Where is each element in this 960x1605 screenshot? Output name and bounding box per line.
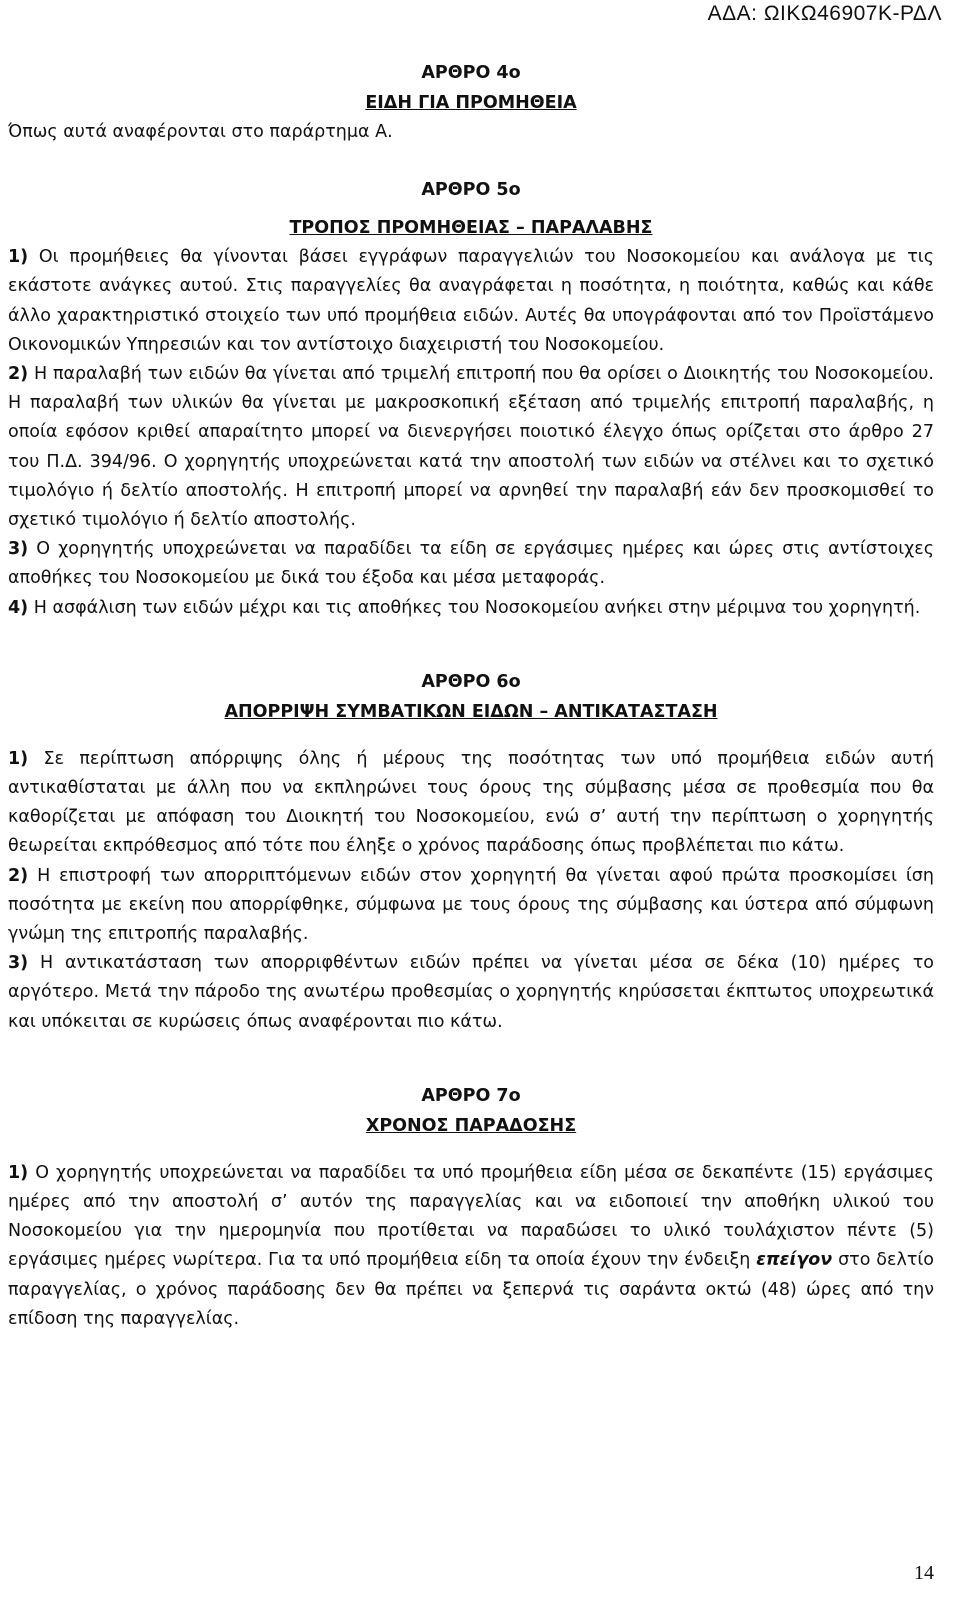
article-7-subtitle: ΧΡΟΝΟΣ ΠΑΡΑΔΟΣΗΣ: [365, 1115, 577, 1136]
document-page: [8, 0, 934, 1334]
article-6-heading: [8, 667, 934, 727]
article-5-paragraph-2: 2) Η παραλαβή των ειδών θα γίνεται από τριμελή επιτροπή που θα ορίσει ο Διοικητής του Νοσοκομείου. Η παραλαβή των υλικών θα γίνεται με μακροσκοπική εξέταση από τριμελής επιτροπή παραλαβής, η οποία εφόσον κριθεί απαραίτητο μπορεί να διενεργήσει ποιοτικό έλεγχο όπως ορίζεται στο άρθρο 27 του Π.Δ. 394/96. Ο χορηγητής υποχρεώνεται κατά την αποστολή των ειδών να στέλνει και το σχετικό τιμολόγιο ή δελτίο αποστολής. Η επιτροπή μπορεί να αρνηθεί την παραλαβή εάν δεν προσκομισθεί το σχετικό τιμολόγιο ή δελτίο αποστολής.: [8, 364, 934, 531]
article-6-paragraph-3: 3) Η αντικατάσταση των απορριφθέντων ειδών πρέπει να γίνεται μέσα σε δέκα (10) ημέρες το αργότερο. Μετά την πάροδο της ανωτέρω προθεσμίας ο χορηγητής κηρύσσεται έκπτωτος υποχρεωτικά και υπόκειται σε κυρώσεις όπως αναφέρονται πιο κάτω.: [8, 953, 934, 1032]
article-4-subtitle: ΕΙΔΗ ΓΙΑ ΠΡΟΜΗΘΕΙΑ: [365, 93, 577, 113]
article-7-paragraph-1: 1) Ο χορηγητής υποχρεώνεται να παραδίδει τα υπό προμήθεια είδη μέσα σε δεκαπέντε (15) εργάσιμες ημέρες από την αποστολή σ’ αυτόν της παραγγελίας και να ειδοποιεί την αποθήκη υλικού του Νοσοκομείου για την ημερομηνία που προτίθεται να παραδώσει το υλικό τουλάχιστον πέντε (5) εργάσιμες ημέρες νωρίτερα. Για τα υπό προμήθεια είδη τα οποία έχουν την ένδειξη επείγον στο δελτίο παραγγελίας, ο χρόνος παράδοσης δεν θα πρέπει να ξεπερνά τις σαράντα οκτώ (48) ώρες από την επίδοση της παραγγελίας.: [8, 1162, 934, 1329]
article-7-heading: [8, 1081, 934, 1141]
article-5-heading: [8, 175, 934, 243]
article-6-paragraph-2: 2) Η επιστροφή των απορριπτόμενων ειδών στον χορηγητή θα γίνεται αφού πρώτα προσκομίσει ίση ποσότητα με εκείνη που απορρίφθηκε, σύμφωνα με τους όρους της σύμβασης και ύστερα από σύμφωνη γνώμη της επιτροπής παραλαβής.: [8, 865, 934, 945]
article-5-title: ΑΡΘΡΟ 5ο: [421, 180, 521, 201]
article-4-title: ΑΡΘΡΟ 4ο: [421, 63, 521, 83]
article-5-paragraph-4: 4) Η ασφάλιση των ειδών μέχρι και τις αποθήκες του Νοσοκομείου ανήκει στην μέριμνα του χορηγητή.: [8, 597, 921, 618]
article-5-paragraph-1: 1) Οι προμήθειες θα γίνονται βάσει εγγράφων παραγγελιών του Νοσοκομείου και ανάλογα με τις εκάστοτε ανάγκες αυτού. Στις παραγγελίες θα αναγράφεται η ποσότητα, η ποιότητα, καθώς και κάθε άλλο χαρακτηριστικό στοιχείο των υπό προμήθεια ειδών. Αυτές θα υπογράφονται από τον Προϊστάμενο Οικονομικών Υπηρεσιών και τον αντίστοιχο διαχειριστή του Νοσοκομείου.: [8, 247, 934, 355]
ada-watermark: ΑΔΑ: ΩΙΚΩ46907Κ-ΡΔΛ: [707, 2, 942, 25]
article-5-subtitle: ΤΡΟΠΟΣ ΠΡΟΜΗΘΕΙΑΣ – ΠΑΡΑΛΑΒΗΣ: [289, 218, 653, 239]
article-6-subtitle: ΑΠΟΡΡΙΨΗ ΣΥΜΒΑΤΙΚΩΝ ΕΙΔΩΝ – ΑΝΤΙΚΑΤΑΣΤΑΣΗ: [224, 701, 718, 722]
article-6-paragraph-1: 1) Σε περίπτωση απόρριψης όλης ή μέρους της ποσότητας των υπό προμήθεια ειδών αυτή αντικαθίσταται με άλλη που να εκπληρώνει τους όρους της σύμβασης μέσα σε προθεσμία που θα καθορίζεται με απόφαση του Διοικητή του Νοσοκομείου, ενώ σ’ αυτή την περίπτωση ο χορηγητής θεωρείται εκπρόθεσμος από τότε που έληξε ο χρόνος παράδοσης όπως προβλέπεται πιο κάτω.: [8, 748, 934, 857]
article-7-title: ΑΡΘΡΟ 7ο: [421, 1085, 521, 1106]
urgent-emphasis: επείγον: [756, 1250, 833, 1271]
article-4-text: Όπως αυτά αναφέρονται στο παράρτημα Α.: [8, 122, 393, 142]
article-4-heading: [8, 58, 934, 118]
article-5-paragraph-3: 3) Ο χορηγητής υποχρεώνεται να παραδίδει τα είδη σε εργάσιμες ημέρες και ώρες στις αντίστοιχες αποθήκες του Νοσοκομείου με δικά του έξοδα και μέσα μεταφοράς.: [8, 539, 934, 589]
page-number: 14: [914, 1562, 934, 1584]
article-6-title: ΑΡΘΡΟ 6ο: [421, 671, 521, 692]
